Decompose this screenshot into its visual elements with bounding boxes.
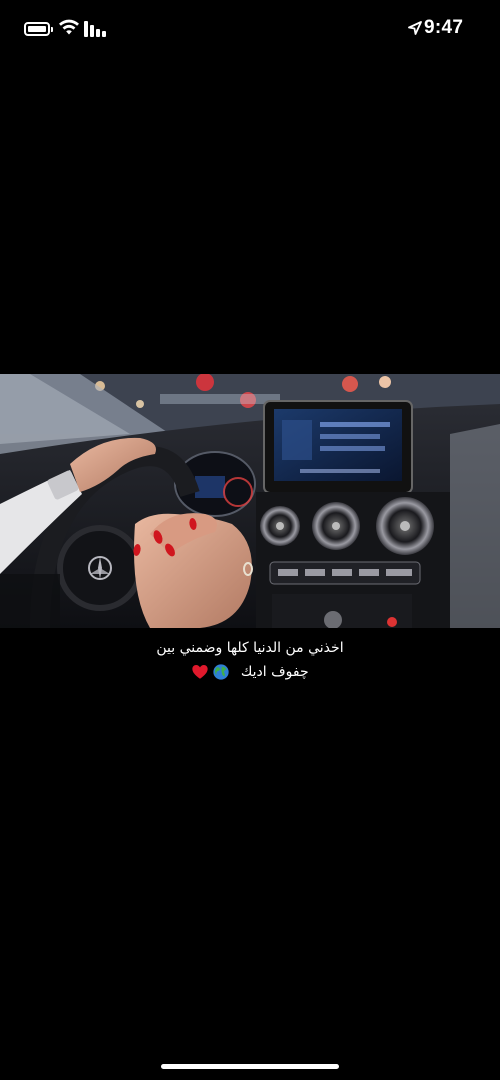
- caption-line-2-text: چفوف اديك: [240, 664, 309, 680]
- wifi-icon: [58, 18, 80, 36]
- status-bar: [0, 0, 500, 60]
- status-time: 9:47: [424, 17, 464, 38]
- story-caption: [0, 636, 500, 684]
- location-arrow-icon: [408, 21, 422, 35]
- car-interior-image: [0, 374, 500, 628]
- story-photo: [0, 374, 500, 628]
- battery-level: [28, 26, 46, 32]
- caption-line-2: [0, 660, 500, 684]
- caption-line-1: اخذني من الدنيا كلها وضمني بين: [156, 640, 344, 656]
- cellular-signal-icon: [84, 19, 108, 37]
- red-heart-icon: [191, 663, 209, 681]
- home-indicator[interactable]: [161, 1064, 339, 1069]
- earth-globe-icon: [212, 663, 230, 681]
- battery-icon: [24, 22, 50, 36]
- caption-emojis: [191, 663, 230, 681]
